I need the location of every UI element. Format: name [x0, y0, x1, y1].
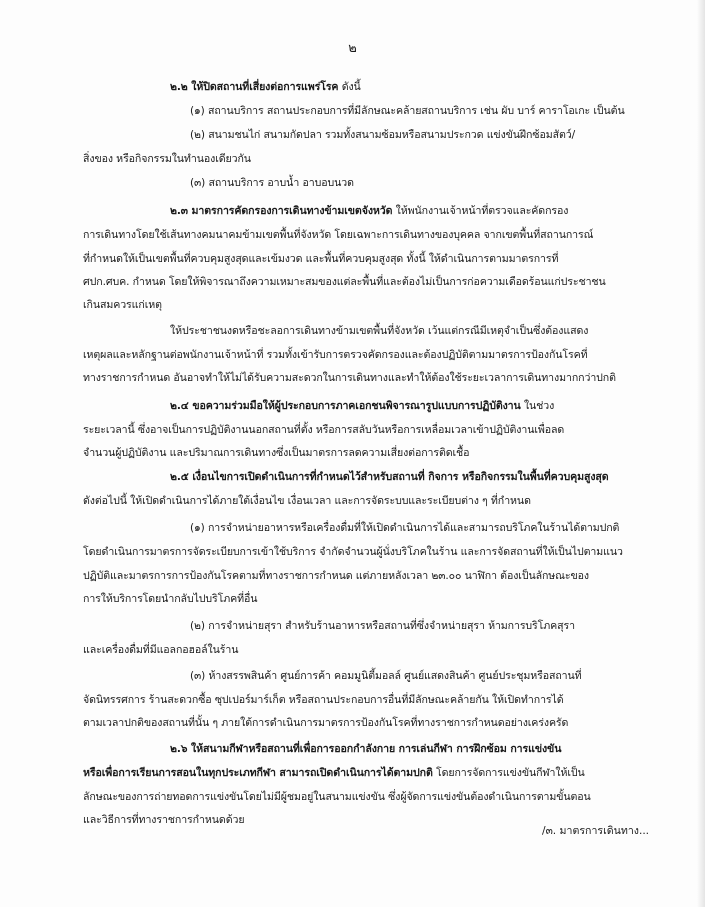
section-2-2-item-3: (๓) สถานบริการ อาบน้ำ อาบอบนวด: [190, 177, 354, 189]
section-2-6-line: และวิธีการที่ทางราชการกำหนดด้วย: [83, 814, 245, 826]
section-2-5-line: และเครื่องดื่มที่มีแอลกอฮอล์ในร้าน: [83, 644, 239, 656]
section-2-3-line: ที่กำหนดให้เป็นเขตพื้นที่ควบคุมสูงสุดและเข้มงวด และพื้นที่ควบคุมสูงสุด ทั้งนี้ ให้ดำเนินการตามมาตรการที่: [83, 253, 559, 265]
section-2-3-line: ให้ประชาชนงดหรือชะลอการเดินทางข้ามเขตพื้นที่จังหวัด เว้นแต่กรณีมีเหตุจำเป็นซึ่งต้องแสดง: [170, 325, 589, 337]
section-2-3-line: เกินสมควรแก่เหตุ: [83, 299, 162, 311]
section-2-2-item-1: (๑) สถานบริการ สถานประกอบการที่มีลักษณะคล้ายสถานบริการ เช่น ผับ บาร์ คาราโอเกะ เป็นต้น: [190, 105, 625, 117]
section-2-5-line: ตามเวลาปกติของสถานที่นั้น ๆ ภายใต้การดำเนินการมาตรการป้องกันโรคที่ทางราชการกำหนดอย่างเคร่งครัด: [83, 717, 569, 729]
section-2-3-line: ศปก.ศบค. กำหนด โดยให้พิจารณาถึงความเหมาะสมของแต่ละพื้นที่และต้องไม่เป็นการก่อความเดือดร้อนแก่ประชาชน: [83, 276, 606, 288]
section-2-5-item-2: (๒) การจำหน่ายสุรา สำหรับร้านอาหารหรือสถานที่ซึ่งจำหน่ายสุรา ห้ามการบริโภคสุรา: [190, 620, 575, 632]
section-2-5-line: ปฏิบัติและมาตรการการป้องกันโรคตามที่ทางราชการกำหนด แต่ภายหลังเวลา ๒๓.๐๐ นาฬิกา ต้องเป็นลักษณะของ: [83, 570, 589, 582]
section-2-2-heading-line: ๒.๒ ให้ปิดสถานที่เสี่ยงต่อการแพร่โรค ดังนี้: [170, 81, 361, 93]
section-2-5-line: การให้บริการโดยนำกลับไปบริโภคที่อื่น: [83, 593, 258, 605]
section-2-3-line: การเดินทางโดยใช้เส้นทางคมนาคมข้ามเขตพื้นที่จังหวัด โดยเฉพาะการเดินทางของบุคคล จากเขตพื้นที่สถานการณ์: [83, 229, 594, 241]
section-2-2-heading: ๒.๒ ให้ปิดสถานที่เสี่ยงต่อการแพร่โรค: [170, 81, 339, 93]
section-2-3-line: ทางราชการกำหนด อันอาจทำให้ไม่ได้รับความสะดวกในการเดินทางและทำให้ต้องใช้ระยะเวลาการเดินทางมากกว่าปกติ: [83, 372, 616, 384]
page-number: ๒: [348, 41, 357, 56]
section-2-6-line: ลักษณะของการถ่ายทอดการแข่งขันโดยไม่มีผู้ชมอยู่ในสนามแข่งขัน ซึ่งผู้จัดการแข่งขันต้องดำเนินการตามขั้นตอน: [83, 791, 591, 803]
section-2-5-item-3: (๓) ห้างสรรพสินค้า ศูนย์การค้า คอมมูนิตี้มอลล์ ศูนย์แสดงสินค้า ศูนย์ประชุมหรือสถานที่: [190, 670, 582, 682]
continuation-footer: /๓. มาตรการเดินทาง...: [542, 825, 650, 837]
section-2-5-line: จัดนิทรรศการ ร้านสะดวกซื้อ ซุปเปอร์มาร์เก็ต หรือสถานประกอบการอื่นที่มีลักษณะคล้ายกัน ให้เปิดทำการได้: [83, 694, 564, 706]
section-2-3-line: เหตุผลและหลักฐานต่อพนักงานเจ้าหน้าที่ รวมทั้งเข้ารับการตรวจคัดกรองและต้องปฏิบัติตามมาตรการป้องกันโรคที่: [83, 349, 588, 361]
section-2-6-heading-line-2: หรือเพื่อการเรียนการสอนในทุกประเภทกีฬา สามารถเปิดดำเนินการได้ตามปกติ โดยการจัดการแข่งขันกีฬาให้เป็น: [83, 767, 585, 779]
section-2-5-heading: ๒.๕ เงื่อนไขการเปิดดำเนินการที่กำหนดไว้สำหรับสถานที่ กิจการ หรือกิจกรรมในพื้นที่ควบคุมสูงสุด: [170, 471, 609, 483]
scan-edge-shadow: [697, 0, 705, 907]
section-2-3-heading-line: ๒.๓ มาตรการคัดกรองการเดินทางข้ามเขตจังหวัด ให้พนักงานเจ้าหน้าที่ตรวจและคัดกรอง: [170, 205, 569, 217]
section-2-4-heading: ๒.๔ ขอความร่วมมือให้ผู้ประกอบการภาคเอกชนพิจารณารูปแบบการปฏิบัติงาน: [170, 400, 521, 412]
section-2-2-item-2: (๒) สนามชนไก่ สนามกัดปลา รวมทั้งสนามซ้อมหรือสนามประกวด แข่งขันฝึกซ้อมสัตว์/: [190, 129, 576, 141]
section-2-5-line: ดังต่อไปนี้ ให้เปิดดำเนินการได้ภายใต้เงื่อนไข เงื่อนเวลา และการจัดระบบและระเบียบต่าง ๆ ที่กำหนด: [83, 495, 531, 507]
section-2-2-item-2-cont: สิ่งของ หรือกิจกรรมในทำนองเดียวกัน: [83, 153, 251, 165]
section-2-5-line: โดยดำเนินการมาตรการจัดระเบียบการเข้าใช้บริการ จำกัดจำนวนผู้นั่งบริโภคในร้าน และการจัดสถานที่ให้เป็นไปตามแนว: [83, 546, 623, 558]
section-2-6-heading: ๒.๖ ให้สนามกีฬาหรือสถานที่เพื่อการออกกำลังกาย การเล่นกีฬา การฝึกซ้อม การแข่งขัน: [170, 743, 562, 755]
section-2-4-line: ระยะเวลานี้ ซึ่งอาจเป็นการปฏิบัติงานนอกสถานที่ตั้ง หรือการสลับวันหรือการเหลื่อมเวลาเข้าปฏิบัติงานเพื่อลด: [83, 424, 565, 436]
section-2-4-line: จำนวนผู้ปฏิบัติงาน และปริมาณการเดินทางซึ่งเป็นมาตรการลดความเสี่ยงต่อการติดเชื้อ: [83, 447, 470, 459]
section-2-5-item-1: (๑) การจำหน่ายอาหารหรือเครื่องดื่มที่ให้เปิดดำเนินการได้และสามารถบริโภคในร้านได้ตามปกติ: [190, 522, 620, 534]
section-2-4-heading-line: ๒.๔ ขอความร่วมมือให้ผู้ประกอบการภาคเอกชนพิจารณารูปแบบการปฏิบัติงาน ในช่วง: [170, 400, 555, 412]
section-2-3-heading: ๒.๓ มาตรการคัดกรองการเดินทางข้ามเขตจังหวัด: [170, 205, 393, 217]
